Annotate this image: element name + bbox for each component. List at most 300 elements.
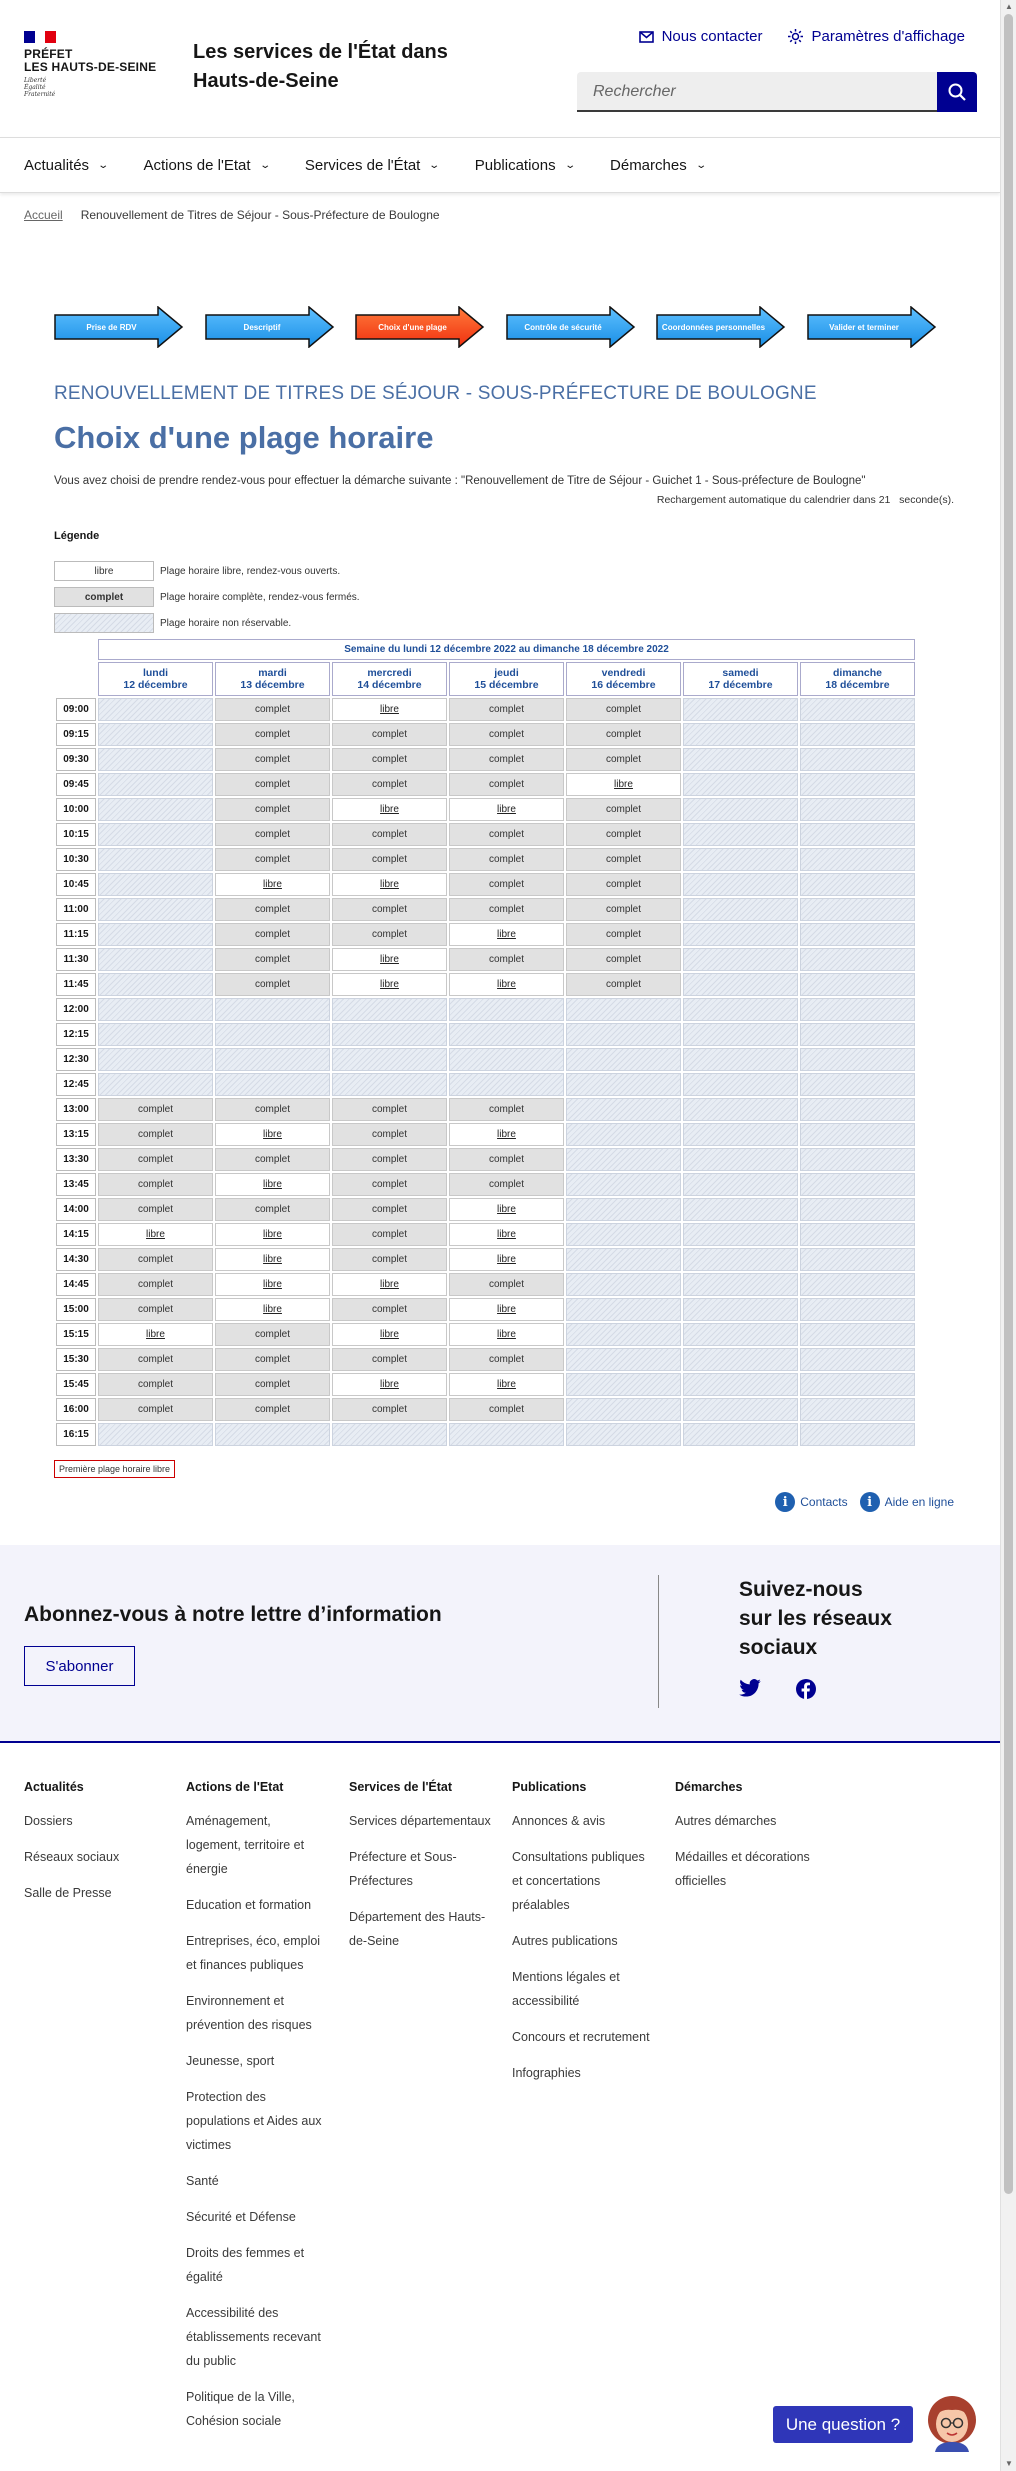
slot-unavailable [800,698,915,721]
progress-steps [54,306,934,348]
info-icon: i [860,1492,880,1512]
slot-free[interactable]: libre [332,798,447,821]
slot-unavailable [332,1048,447,1071]
slot-unavailable [683,1273,798,1296]
slot-full: complet [332,898,447,921]
day-date: 15 décembre [474,679,539,691]
slot-unavailable [98,948,213,971]
calendar [54,637,917,1448]
slot-unavailable [332,1023,447,1046]
time-label: 15:00 [56,1298,96,1321]
slot-unavailable [683,998,798,1021]
contacts-link[interactable] [775,1492,847,1512]
slot-unavailable [683,1248,798,1271]
time-label: 10:15 [56,823,96,846]
slot-unavailable [98,998,213,1021]
slot-full: complet [98,1348,213,1371]
social-title [739,1575,892,1662]
motto-fraternite: Fraternité [24,91,56,98]
chat-question-button[interactable]: Une question ? [773,2406,913,2443]
time-label: 12:30 [56,1048,96,1071]
slot-unavailable [215,1423,330,1446]
scrollbar-thumb[interactable] [1004,14,1013,2194]
slot-unavailable [566,1223,681,1246]
time-row [56,1048,915,1071]
slot-unavailable [98,898,213,921]
time-row [56,948,915,971]
divider [658,1575,659,1708]
footer-link[interactable]: Sécurité et Défense [186,2210,296,2224]
slot-unavailable [566,1023,681,1046]
time-label: 13:15 [56,1123,96,1146]
footer-link[interactable]: Accessibilité des établissements recevant du public [186,2306,321,2368]
slot-full: complet [449,873,564,896]
slot-unavailable [683,1048,798,1071]
time-label: 14:00 [56,1198,96,1221]
slot-unavailable [566,1298,681,1321]
slot-unavailable [449,1048,564,1071]
online-help-link[interactable] [860,1492,954,1512]
social-title-line: sociaux [739,1636,818,1659]
step-3 [355,306,485,348]
footer-column [675,1775,820,1905]
slot-unavailable [332,1423,447,1446]
slot-unavailable [800,1023,915,1046]
time-label: 14:15 [56,1223,96,1246]
step-label: Prise de RDV [86,322,137,332]
nav-actions-etat[interactable] [143,138,271,192]
slot-full: complet [215,698,330,721]
slot-unavailable [683,873,798,896]
slot-full: complet [566,873,681,896]
slot-unavailable [98,773,213,796]
time-label: 15:15 [56,1323,96,1346]
step-2 [205,306,335,348]
slot-full: complet [98,1148,213,1171]
subscribe-button[interactable]: S'abonner [24,1646,135,1686]
prefecture-logo[interactable] [24,31,156,98]
slot-free[interactable]: libre [332,1373,447,1396]
time-row [56,898,915,921]
week-header: Semaine du lundi 12 décembre 2022 au dimanche 18 décembre 2022 [98,639,915,660]
slot-full: complet [332,723,447,746]
slot-free[interactable]: libre [332,973,447,996]
slot-free[interactable]: libre [449,1123,564,1146]
slot-unavailable [800,823,915,846]
slot-full: complet [449,848,564,871]
slot-unavailable [566,998,681,1021]
footer-link[interactable]: Mentions légales et accessibilité [512,1970,620,2008]
slot-unavailable [800,1198,915,1221]
footer-link[interactable]: Autres publications [512,1934,618,1948]
legend-na [54,613,291,633]
time-row [56,1348,915,1371]
time-label: 16:00 [56,1398,96,1421]
slot-unavailable [800,1223,915,1246]
slot-unavailable [683,848,798,871]
slot-full: complet [332,1173,447,1196]
slot-unavailable [98,973,213,996]
footer-column [186,1775,326,2445]
scroll-up-icon[interactable]: ▲ [1005,2,1013,11]
step-4 [506,306,636,348]
slot-free[interactable]: libre [332,1323,447,1346]
footer-column [24,1775,169,1917]
day-header [449,662,564,696]
footer-link[interactable]: Education et formation [186,1898,312,1912]
slot-unavailable [449,1023,564,1046]
slot-full: complet [566,823,681,846]
slot-free[interactable]: libre [215,1123,330,1146]
slot-unavailable [566,1373,681,1396]
newsletter-section [0,1545,1000,1743]
slot-unavailable [683,923,798,946]
time-label: 13:45 [56,1173,96,1196]
day-name: lundi [142,667,169,679]
slot-full: complet [98,1098,213,1121]
footer-link[interactable]: Droits des femmes et égalité [186,2246,305,2284]
slot-unavailable [98,723,213,746]
time-row [56,1123,915,1146]
slot-full: complet [98,1373,213,1396]
main-nav [0,137,1000,193]
time-row [56,1173,915,1196]
time-row [56,848,915,871]
slot-free[interactable]: libre [449,1323,564,1346]
footer-link[interactable]: Consultations publiques et concertations préalables [512,1850,645,1912]
first-free-slot-button[interactable]: Première plage horaire libre [54,1460,175,1478]
slot-unavailable [215,998,330,1021]
contact-label: Nous contacter [661,28,763,45]
nav-demarches[interactable] [610,138,705,192]
slot-full: complet [215,1398,330,1421]
footer-link[interactable]: Autres démarches [675,1814,777,1828]
time-row [56,923,915,946]
time-row [56,698,915,721]
slot-free[interactable]: libre [215,1298,330,1321]
slot-full: complet [449,1273,564,1296]
footer-link[interactable]: Préfecture et Sous-Préfectures [349,1850,457,1888]
motto-liberte: Liberté [24,77,47,84]
slot-full: complet [449,723,564,746]
day-header [215,662,330,696]
slot-full: complet [332,1298,447,1321]
time-label: 11:45 [56,973,96,996]
day-name: dimanche [832,667,882,679]
slot-unavailable [566,1073,681,1096]
nav-actualites[interactable] [24,138,110,192]
time-row [56,1273,915,1296]
slot-full: complet [332,923,447,946]
slot-full: complet [98,1248,213,1271]
time-label: 13:30 [56,1148,96,1171]
slot-unavailable [800,773,915,796]
legend-na-text: Plage horaire non réservable. [160,617,292,629]
slot-free[interactable]: libre [449,1198,564,1221]
slot-full: complet [332,1148,447,1171]
slot-unavailable [683,1023,798,1046]
site-title[interactable]: Les services de l'État dans Hauts-de-Seine [193,41,448,92]
footer-link[interactable]: Jeunesse, sport [186,2054,275,2068]
time-row [56,1248,915,1271]
legend-full-text: Plage horaire complète, rendez-vous fermés. [160,591,360,603]
nav-label: Actions de l'Etat [143,156,251,174]
time-label: 16:15 [56,1423,96,1446]
footer-heading: Services de l'État [349,1780,453,1794]
search-bar [577,72,977,112]
slot-free[interactable]: libre [98,1223,213,1246]
nav-services-etat[interactable] [305,138,439,192]
time-label: 11:00 [56,898,96,921]
slot-free[interactable]: libre [449,1373,564,1396]
slot-full: complet [449,1348,564,1371]
slot-full: complet [215,948,330,971]
footer-heading: Actions de l'Etat [186,1780,284,1794]
time-label: 15:45 [56,1373,96,1396]
slot-free[interactable]: libre [449,1298,564,1321]
slot-full: complet [215,1198,330,1221]
slot-full: complet [215,773,330,796]
slot-unavailable [566,1348,681,1371]
help-links [775,1492,954,1512]
time-row [56,873,915,896]
slot-full: complet [566,898,681,921]
slot-full: complet [566,798,681,821]
slot-free[interactable]: libre [332,873,447,896]
slot-free[interactable]: libre [215,1223,330,1246]
social-title-line: sur les réseaux [739,1607,892,1630]
reload-notice [657,494,954,506]
day-date: 13 décembre [240,679,305,691]
footer-link[interactable]: Aménagement, logement, territoire et énergie [186,1814,305,1876]
scroll-down-icon[interactable]: ▼ [1005,2459,1013,2468]
time-label: 15:30 [56,1348,96,1371]
slot-unavailable [98,798,213,821]
slot-full: complet [566,973,681,996]
footer-link[interactable]: Département des Hauts-de-Seine [349,1910,486,1948]
footer-link[interactable]: Services départementaux [349,1814,491,1828]
slot-unavailable [800,1323,915,1346]
day-header [566,662,681,696]
search-button[interactable] [937,72,977,112]
step-label: Descriptif [243,322,281,332]
time-row [56,1098,915,1121]
slot-full: complet [566,848,681,871]
footer-link[interactable]: Entreprises, éco, emploi et finances publiques [186,1934,321,1972]
step-label: Coordonnées personnelles [661,322,766,332]
slot-full: complet [566,748,681,771]
french-flag-icon [24,31,56,43]
footer-link[interactable]: Annonces & avis [512,1814,606,1828]
online-help-label: Aide en ligne [884,1495,954,1509]
slot-free[interactable]: libre [215,1273,330,1296]
slot-full: complet [215,848,330,871]
slot-unavailable [683,948,798,971]
time-row [56,1398,915,1421]
info-icon: i [775,1492,795,1512]
slot-free[interactable]: libre [449,923,564,946]
day-header [800,662,915,696]
breadcrumb-current: Renouvellement de Titres de Séjour - Sous-Préfecture de Boulogne [80,208,440,222]
slot-unavailable [683,1298,798,1321]
time-row [56,973,915,996]
slot-unavailable [683,823,798,846]
footer-link[interactable]: Dossiers [24,1814,73,1828]
footer-link[interactable]: Infographies [512,2066,581,2080]
slot-full: complet [332,848,447,871]
time-row [56,1423,915,1446]
slot-free[interactable]: libre [449,973,564,996]
day-date: 18 décembre [825,679,890,691]
slot-unavailable [215,1073,330,1096]
procedure-subtitle: RENOUVELLEMENT DE TITRES DE SÉJOUR - SOUS-PRÉFECTURE DE BOULOGNE [54,383,817,404]
slot-free[interactable]: libre [332,948,447,971]
time-label: 12:00 [56,998,96,1021]
slot-unavailable [683,1398,798,1421]
time-label: 09:15 [56,723,96,746]
nav-label: Services de l'État [304,156,421,174]
slot-unavailable [98,1023,213,1046]
slot-free[interactable]: libre [98,1323,213,1346]
slot-unavailable [800,873,915,896]
slot-unavailable [683,773,798,796]
time-row [56,773,915,796]
slot-full: complet [332,1223,447,1246]
slot-unavailable [683,748,798,771]
slot-unavailable [800,1423,915,1446]
footer-link[interactable]: Médailles et décorations officielles [675,1850,810,1888]
slot-full: complet [215,798,330,821]
slot-unavailable [566,1048,681,1071]
slot-full: complet [215,1098,330,1121]
slot-unavailable [800,998,915,1021]
slot-unavailable [215,1048,330,1071]
slot-free[interactable]: libre [215,1173,330,1196]
time-row [56,1073,915,1096]
slot-full: complet [98,1298,213,1321]
time-row [56,1148,915,1171]
slot-full: complet [215,923,330,946]
slot-unavailable [566,1148,681,1171]
reload-suffix: seconde(s). [899,494,954,506]
slot-unavailable [98,823,213,846]
time-label: 11:30 [56,948,96,971]
step-6 [807,306,937,348]
facebook-icon[interactable] [796,1679,816,1699]
day-date: 14 décembre [357,679,422,691]
slot-unavailable [800,898,915,921]
twitter-icon[interactable] [739,1679,761,1697]
search-icon [948,83,966,101]
footer-link[interactable]: Réseaux sociaux [24,1850,120,1864]
slot-unavailable [800,1148,915,1171]
chevron-down-icon: ⌄ [563,159,576,171]
time-row [56,1298,915,1321]
footer-link[interactable]: Concours et recrutement [512,2030,650,2044]
footer-column [349,1775,494,1965]
slot-free[interactable]: libre [566,773,681,796]
slot-unavailable [332,1073,447,1096]
footer-link[interactable]: Salle de Presse [24,1886,112,1900]
footer-link[interactable]: Politique de la Ville, Cohésion sociale [186,2390,295,2428]
slot-full: complet [215,823,330,846]
slot-unavailable [683,973,798,996]
time-row [56,1023,915,1046]
slot-unavailable [98,923,213,946]
slot-full: complet [98,1173,213,1196]
mail-icon [639,31,654,43]
slot-full: complet [449,823,564,846]
slot-free[interactable]: libre [215,873,330,896]
slot-unavailable [683,1148,798,1171]
slot-full: complet [332,773,447,796]
page-scrollbar[interactable] [1000,0,1016,2471]
slot-full: complet [332,1248,447,1271]
slot-full: complet [215,1148,330,1171]
footer-link[interactable]: Santé [186,2174,219,2188]
slot-full: complet [449,898,564,921]
time-row [56,823,915,846]
chatbot-avatar-icon[interactable] [925,2390,980,2452]
slot-full: complet [98,1273,213,1296]
slot-free[interactable]: libre [332,698,447,721]
slot-full: complet [332,1123,447,1146]
slot-unavailable [683,898,798,921]
slot-full: complet [449,948,564,971]
slot-unavailable [98,748,213,771]
slot-free[interactable]: libre [449,1248,564,1271]
breadcrumb [24,208,440,222]
slot-unavailable [800,1048,915,1071]
slot-free[interactable]: libre [449,1223,564,1246]
slot-free[interactable]: libre [449,798,564,821]
display-settings-link[interactable] [788,28,965,45]
time-label: 14:45 [56,1273,96,1296]
time-label: 10:45 [56,873,96,896]
footer-link[interactable]: Environnement et prévention des risques [186,1994,312,2032]
legend-full-box: complet [54,587,154,607]
day-name: mercredi [367,667,412,679]
legend-free [54,561,340,581]
nav-publications[interactable] [475,138,574,192]
time-label: 12:45 [56,1073,96,1096]
slot-full: complet [215,1323,330,1346]
slot-free[interactable]: libre [332,1273,447,1296]
calendar-table [54,637,917,1448]
legend-title: Légende [54,530,100,542]
contact-link[interactable] [639,28,763,45]
slot-full: complet [98,1398,213,1421]
breadcrumb-home[interactable]: Accueil [24,208,63,222]
slot-full: complet [449,698,564,721]
search-input[interactable]: Rechercher [577,72,937,112]
slot-full: complet [449,1098,564,1121]
slot-unavailable [800,1298,915,1321]
slot-unavailable [800,1123,915,1146]
time-row [56,1223,915,1246]
slot-unavailable [683,1123,798,1146]
slot-full: complet [332,1098,447,1121]
slot-full: complet [98,1123,213,1146]
newsletter-title: Abonnez-vous à notre lettre d’information [24,1603,442,1626]
slot-full: complet [566,948,681,971]
slot-unavailable [566,1273,681,1296]
time-row [56,998,915,1021]
slot-free[interactable]: libre [215,1248,330,1271]
site-header [0,0,1000,137]
slot-unavailable [566,1423,681,1446]
footer-link[interactable]: Protection des populations et Aides aux victimes [186,2090,322,2152]
